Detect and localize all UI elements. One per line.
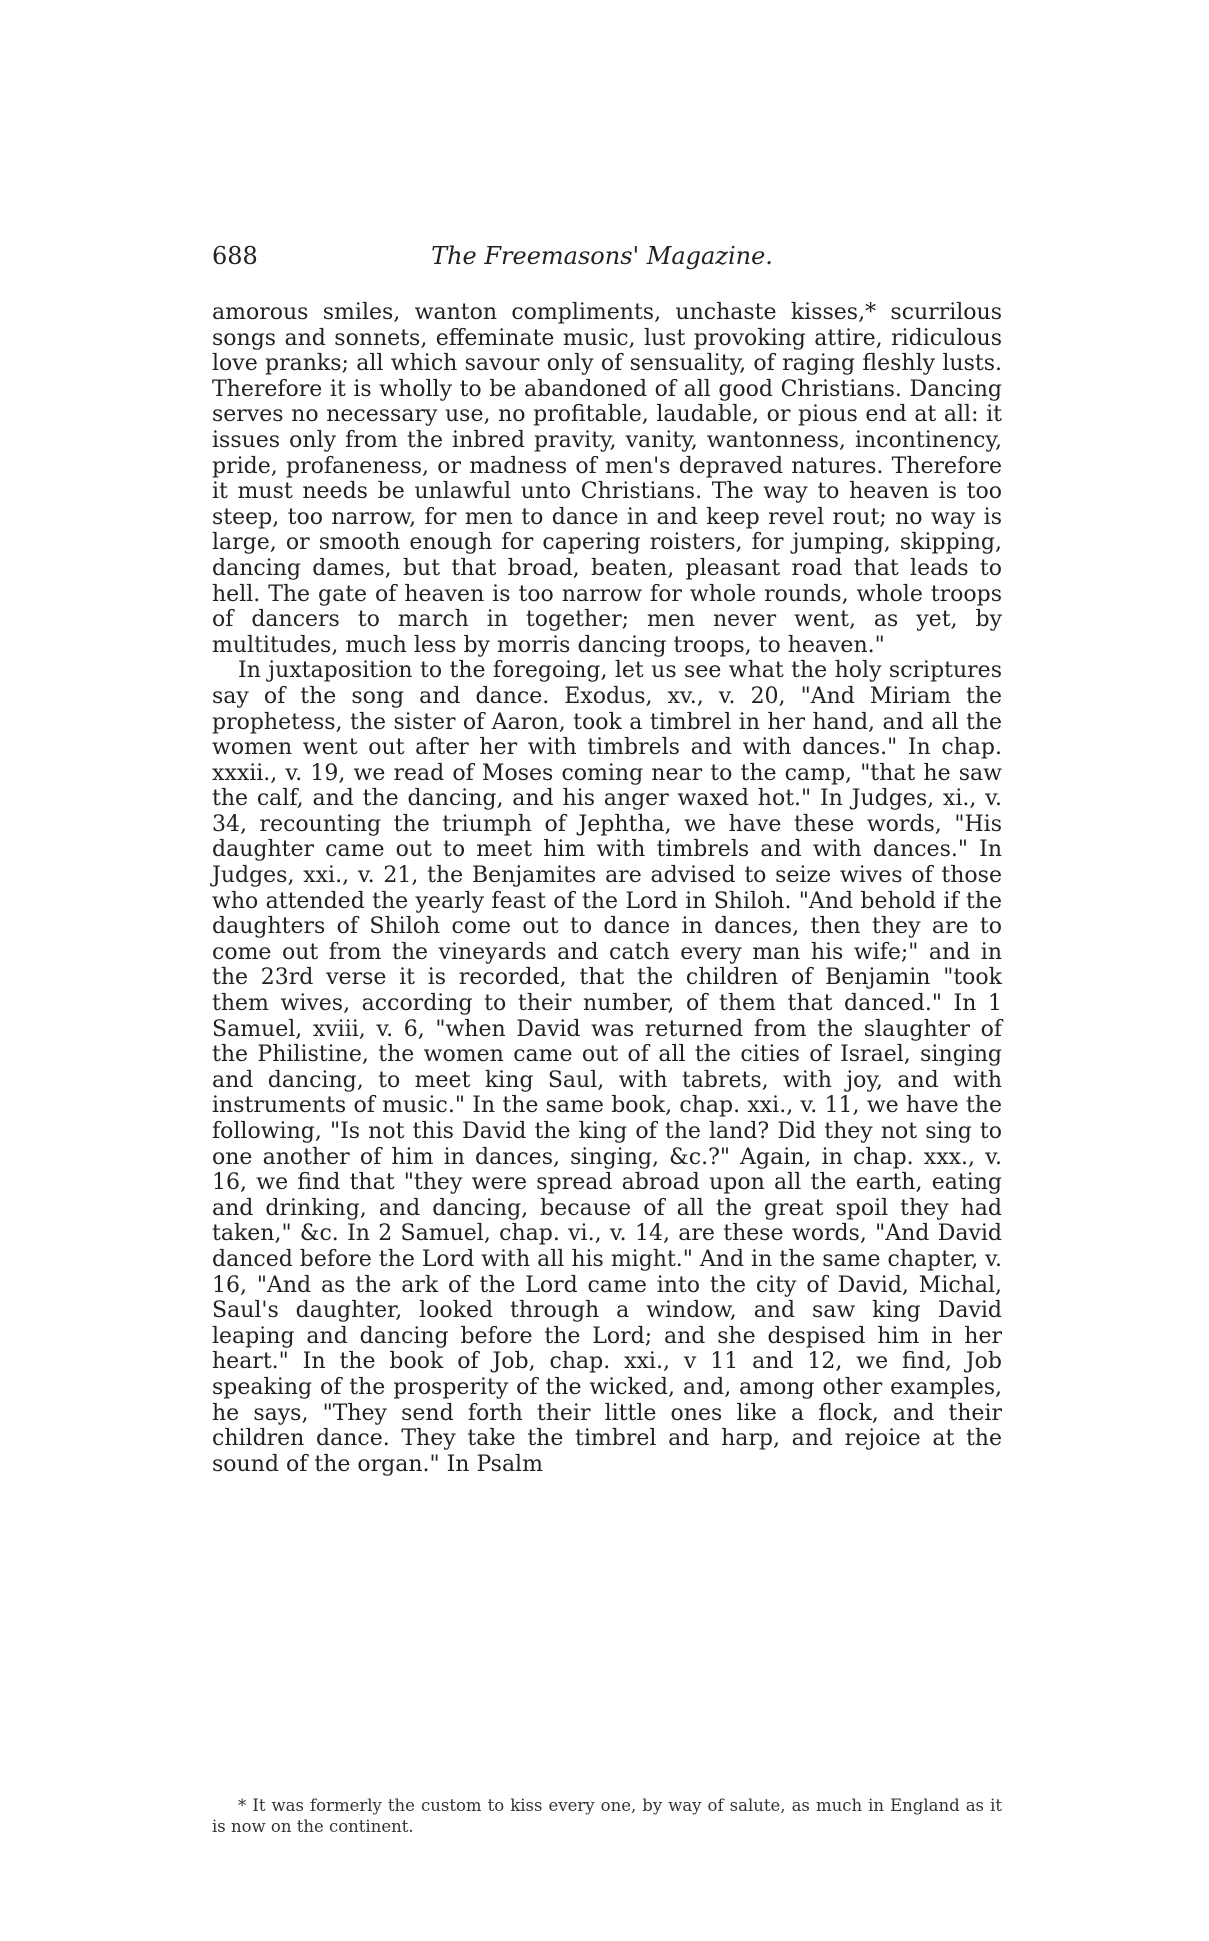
paragraph-continued: amorous smiles, wanton compliments, unchaste kisses,* scurrilous songs and sonnets, effeminate music, lust provoking attire, ridiculous love pranks; all which savour only of sensuality, of raging fleshly lusts. Therefore it is wholly to be abandoned of all good Christians. Dancing serves no necessary use, no profitable, laudable, or pious end at all: it issues only from the inbred pravity, vanity, wantonness, incontinency, pride, profaneness, or madness of men's depraved natures. Therefore it must needs be unlawful unto Christians. The way to heaven is too steep, too narrow, for men to dance in and keep revel rout; no way is large, or smooth enough for capering roisters, for jumping, skipping, dancing dames, but that broad, beaten, pleasant road that leads to hell. The gate of heaven is too narrow for whole rounds, whole troops of dancers to march in together; men never went, as yet, by multitudes, much less by morris dancing troops, to heaven." [212,300,1002,658]
paragraph-scriptures: In juxtaposition to the foregoing, let us see what the holy scriptures say of the song and dance. Exodus, xv., v. 20, "And Miriam the prophetess, the sister of Aaron, took a timbrel in her hand, and all the women went out after her with timbrels and with dances." In chap. xxxii., v. 19, we read of Moses coming near to the camp, "that he saw the calf, and the dancing, and his anger waxed hot." In Judges, xi., v. 34, recounting the triumph of Jephtha, we have these words, "His daughter came out to meet him with timbrels and with dances." In Judges, xxi., v. 21, the Benjamites are advised to seize wives of those who attended the yearly feast of the Lord in Shiloh. "And behold if the daughters of Shiloh come out to dance in dances, then they are to come out from the vineyards and catch every man his wife;" and in the 23rd verse it is recorded, that the children of Benjamin "took them wives, according to their number, of them that danced." In 1 Samuel, xviii, v. 6, "when David was returned from the slaughter of the Philistine, the women came out of all the cities of Israel, singing and dancing, to meet king Saul, with tabrets, with joy, and with instruments of music." In the same book, chap. xxi., v. 11, we have the following, "Is not this David the king of the land? Did they not sing to one another of him in dances, singing, &c.?" Again, in chap. xxx., v. 16, we find that "they were spread abroad upon all the earth, eating and drinking, and dancing, because of all the great spoil they had taken," &c. In 2 Samuel, chap. vi., v. 14, are these words, "And David danced before the Lord with all his might." And in the same chapter, v. 16, "And as the ark of the Lord came into the city of David, Michal, Saul's daughter, looked through a window, and saw king David leaping and dancing before the Lord; and she despised him in her heart." In the book of Job, chap. xxi., v 11 and 12, we find, Job speaking of the prosperity of the wicked, and, among other examples, he says, "They send forth their little ones like a flock, and their children dance. They take the timbrel and harp, and rejoice at the sound of the organ." In Psalm [212,658,1002,1477]
footnote: * It was formerly the custom to kiss every one, by way of salute, as much in England as it is now on the continent. [212,1796,1002,1836]
running-title: The Freemasons' Magazine. [431,242,773,270]
body-text [212,300,1002,1477]
page-number: 688 [212,242,258,270]
page-header [212,242,992,282]
